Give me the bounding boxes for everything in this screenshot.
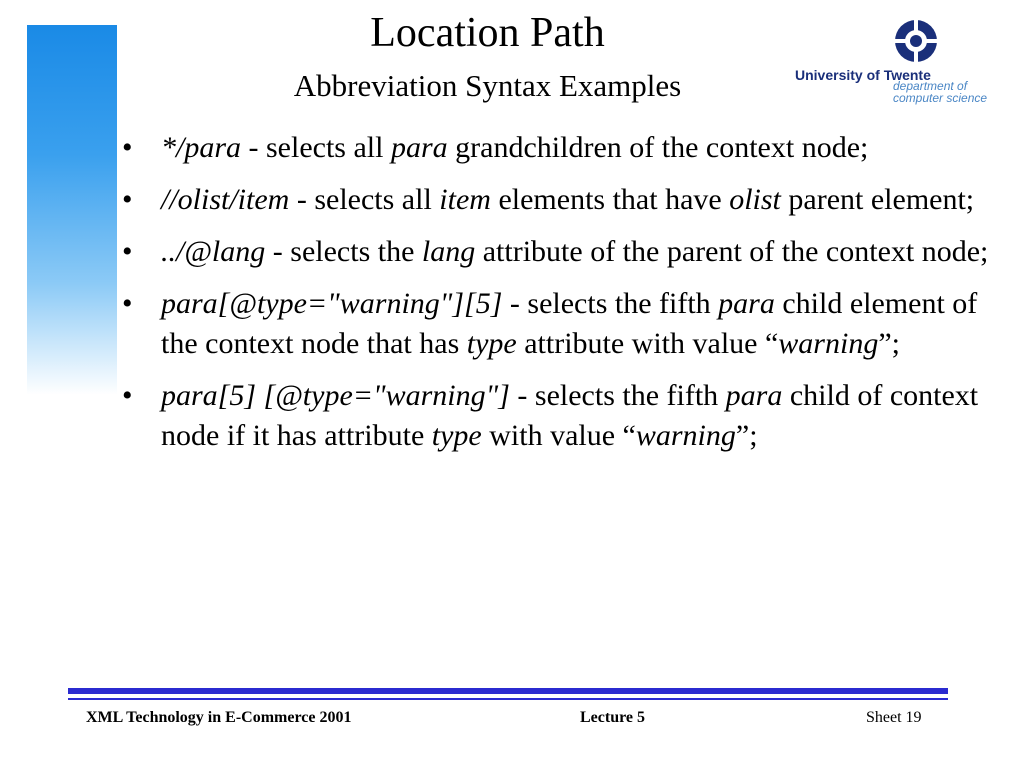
bullet-marker: •	[122, 379, 133, 412]
department-line-1: department of	[893, 79, 968, 93]
bullet-text: grandchildren of the context node;	[447, 131, 869, 164]
bullet-text: attribute of the parent of the context node;	[475, 235, 989, 268]
bullet-item	[118, 284, 998, 364]
footer-divider-thin	[68, 698, 948, 700]
bullet-text: - selects the fifth	[509, 379, 726, 412]
footer-sheet-number: Sheet 19	[866, 709, 922, 726]
bullet-marker: •	[122, 183, 133, 216]
bullet-text: attribute with value “	[516, 327, 779, 360]
bullet-emphasis: para	[718, 287, 775, 320]
university-logo-icon	[893, 18, 939, 64]
bullet-item	[118, 376, 998, 456]
bullet-emphasis: type	[431, 419, 482, 452]
footer-course: XML Technology in E-Commerce 2001	[86, 709, 352, 726]
bullet-marker: •	[122, 235, 133, 268]
bullet-text: with value “	[481, 419, 636, 452]
department-name	[893, 80, 987, 104]
bullet-item	[118, 180, 998, 220]
university-name: University of Twente	[795, 67, 931, 83]
bullet-list	[118, 128, 998, 468]
xpath-expression: //olist/item	[161, 183, 290, 216]
bullet-emphasis: para	[390, 131, 448, 164]
bullet-text: - selects the	[265, 235, 422, 268]
bullet-emphasis: warning	[635, 419, 736, 452]
bullet-text: child of context node if it has attribute	[161, 379, 979, 452]
bullet-text: parent element;	[780, 183, 975, 216]
xpath-expression: */para	[161, 131, 242, 164]
bullet-emphasis: olist	[729, 183, 781, 216]
footer-divider-thick	[68, 688, 948, 694]
bullet-text: child element of the context node that has	[161, 287, 978, 360]
footer-lecture: Lecture 5	[580, 709, 646, 726]
bullet-text: - selects the fifth	[502, 287, 719, 320]
bullet-marker: •	[122, 287, 133, 320]
xpath-expression: para[@type="warning"][5]	[161, 287, 503, 320]
bullet-emphasis: lang	[421, 235, 476, 268]
bullet-text: - selects all	[289, 183, 440, 216]
department-line-2: computer science	[893, 91, 988, 105]
bullet-emphasis: item	[439, 183, 491, 216]
bullet-marker: •	[122, 131, 133, 164]
bullet-emphasis: warning	[778, 327, 879, 360]
bullet-text: - selects all	[241, 131, 391, 164]
xpath-expression: para[5] [@type="warning"]	[161, 379, 510, 412]
bullet-text: elements that have	[490, 183, 730, 216]
bullet-text: ”;	[735, 419, 758, 452]
bullet-emphasis: para	[725, 379, 783, 412]
bullet-text: ”;	[878, 327, 900, 360]
bullet-emphasis: type	[466, 327, 517, 360]
xpath-expression: ../@lang	[161, 235, 266, 268]
bullet-item	[118, 128, 998, 168]
slide-subtitle: Abbreviation Syntax Examples	[293, 68, 682, 103]
university-logo	[795, 18, 1015, 113]
decorative-side-bar	[27, 25, 117, 395]
bullet-item	[118, 232, 998, 272]
slide-title: Location Path	[370, 10, 605, 56]
